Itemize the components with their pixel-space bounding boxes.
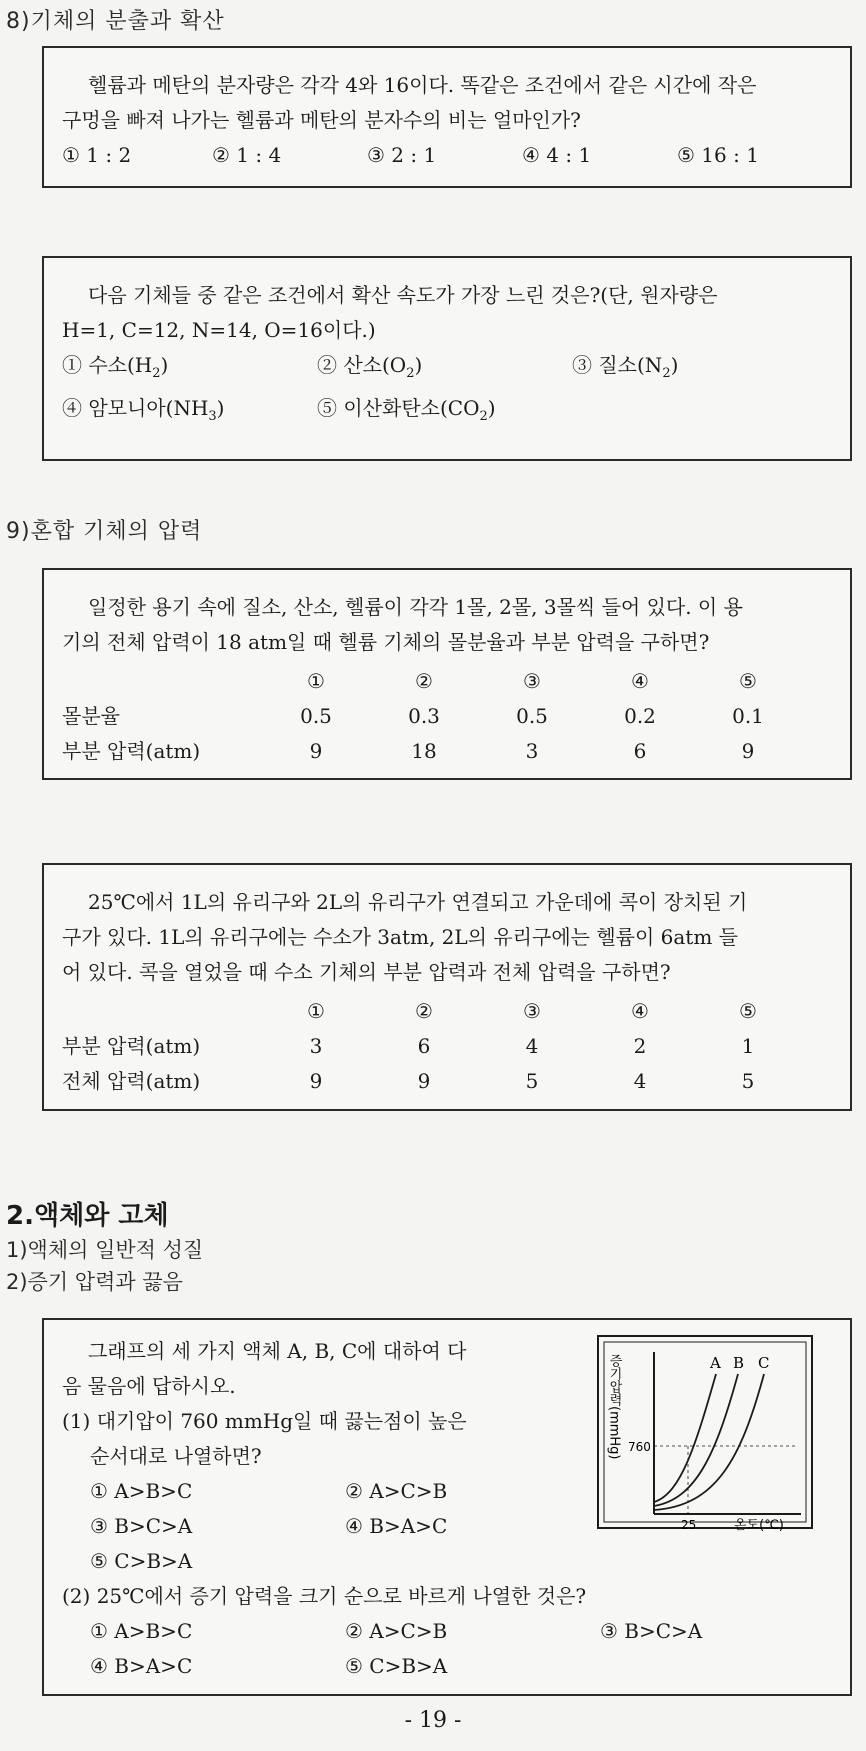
question-stem-line: 기의 전체 압력이 18 atm일 때 헬륨 기체의 몰분율과 부분 압력을 구하면? [62, 630, 710, 654]
table-cell: 18 [411, 739, 437, 763]
question-stem-line: 어 있다. 콕을 열었을 때 수소 기체의 부분 압력과 전체 압력을 구하면? [62, 960, 671, 984]
row-label: 부분 압력(atm) [62, 739, 201, 763]
table-cell: 9 [417, 1069, 431, 1093]
row-label: 부분 압력(atm) [62, 1034, 201, 1058]
table-cell: 9 [741, 739, 755, 763]
answer-options [62, 1614, 832, 1684]
question-box-diffusion [42, 256, 852, 461]
section-header-9: 9)혼합 기체의 압력 [6, 519, 203, 544]
answer-header-3[interactable]: ③ [523, 999, 541, 1023]
table-cell: 9 [309, 1069, 323, 1093]
table-cell: 6 [417, 1034, 431, 1058]
table-cell: 4 [633, 1069, 647, 1093]
table-cell: 3 [309, 1034, 323, 1058]
table-cell: 6 [633, 739, 647, 763]
curve-label-c: C [758, 1354, 770, 1372]
answer-option-1[interactable]: ① A>B>C [90, 1619, 193, 1643]
section-header-8: 8)기체의 분출과 확산 [6, 9, 225, 34]
table-cell: 3 [525, 739, 539, 763]
question-stem-line: 헬륨과 메탄의 분자량은 각각 4와 16이다. 똑같은 조건에서 같은 시간에 작은 [88, 73, 757, 97]
question-stem-line: 25℃에서 1L의 유리구와 2L의 유리구가 연결되고 가운데에 콕이 장치된 기 [88, 890, 748, 914]
curve-label-a: A [710, 1354, 721, 1372]
curve-label-b: B [733, 1354, 745, 1372]
answer-option-3[interactable]: ③ B>C>A [600, 1619, 703, 1643]
answer-header-1[interactable]: ① [307, 669, 325, 693]
table-cell: 0.1 [732, 704, 764, 728]
answer-option-4[interactable]: ④ 4 : 1 [522, 143, 592, 167]
x-tick-25: 25 [681, 1518, 697, 1532]
table-cell: 0.2 [624, 704, 656, 728]
answer-header-2[interactable]: ② [415, 999, 433, 1023]
page-number: - 19 - [404, 1708, 462, 1733]
question-stem-line: 일정한 용기 속에 질소, 산소, 헬륨이 각각 1몰, 2몰, 3몰씩 들어 있다. 이 용 [88, 595, 743, 619]
y-axis-label: 증기압력(mmHg) [606, 1354, 622, 1460]
y-tick-760: 760 [628, 1440, 651, 1454]
answer-option-4[interactable]: ④ B>A>C [345, 1514, 448, 1538]
answer-option-3[interactable]: ③ 질소$(N_2)$ [572, 353, 679, 381]
answer-option-5[interactable]: ⑤ 16 : 1 [677, 143, 759, 167]
answer-option-1[interactable]: ① A>B>C [90, 1479, 193, 1503]
table-cell: 1 [741, 1034, 755, 1058]
question-box-partial-pressure [42, 863, 852, 1111]
answer-header-4[interactable]: ④ [631, 999, 649, 1023]
table-cell: 0.3 [408, 704, 440, 728]
answer-option-2[interactable]: ② A>C>B [345, 1619, 448, 1643]
answer-option-5[interactable]: ⑤ C>B>A [345, 1654, 448, 1678]
subquestion-1: (1) 대기압이 760 mmHg일 때 끓는점이 높은 [62, 1409, 467, 1433]
question-stem-line: 구가 있다. 1L의 유리구에는 수소가 3atm, 2L의 유리구에는 헬륨이 6atm 들 [62, 925, 738, 949]
row-label: 전체 압력(atm) [62, 1069, 201, 1093]
answer-options [62, 138, 832, 173]
question-box-effusion [42, 46, 852, 188]
table-cell: 4 [525, 1034, 539, 1058]
question-stem-line: 음 물음에 답하시오. [62, 1374, 236, 1398]
question-stem-line: 다음 기체들 중 같은 조건에서 확산 속도가 가장 느린 것은?(단, 원자량은 [88, 283, 718, 307]
answer-option-2[interactable]: ② 산소$(O_2)$ [317, 353, 423, 381]
answer-header-1[interactable]: ① [307, 999, 325, 1023]
answer-option-5[interactable]: ⑤ C>B>A [90, 1549, 193, 1573]
answer-header-3[interactable]: ③ [523, 669, 541, 693]
section-header-2: 2)증기 압력과 끓음 [6, 1270, 183, 1294]
chapter-title: 2.액체와 고체 [6, 1201, 169, 1231]
vapor-pressure-graph [596, 1334, 816, 1534]
subquestion-2: (2) 25℃에서 증기 압력을 크기 순으로 바르게 나열한 것은? [62, 1584, 587, 1608]
table-cell: 9 [309, 739, 323, 763]
question-stem-line: 그래프의 세 가지 액체 A, B, C에 대하여 다 [88, 1339, 467, 1363]
answer-option-4[interactable]: ④ 암모니아$(NH_3)$ [62, 396, 225, 424]
answer-option-3[interactable]: ③ 2 : 1 [367, 143, 437, 167]
graph-frame [598, 1336, 812, 1528]
answer-option-1[interactable]: ① 1 : 2 [62, 143, 132, 167]
table-cell: 2 [633, 1034, 647, 1058]
answer-options [62, 348, 832, 434]
section-header-1: 1)액체의 일반적 성질 [6, 1238, 204, 1262]
answer-table [62, 664, 832, 769]
answer-option-1[interactable]: ① 수소$(H_2)$ [62, 353, 169, 381]
x-axis-label: 온도(℃) [734, 1518, 784, 1533]
row-label: 몰분율 [62, 704, 120, 728]
answer-header-2[interactable]: ② [415, 669, 433, 693]
answer-option-5[interactable]: ⑤ 이산화탄소$(CO_2)$ [317, 396, 496, 424]
subquestion-1-cont: 순서대로 나열하면? [90, 1444, 262, 1468]
table-cell: 5 [741, 1069, 755, 1093]
answer-table [62, 994, 832, 1099]
answer-header-4[interactable]: ④ [631, 669, 649, 693]
table-cell: 0.5 [300, 704, 332, 728]
answer-header-5[interactable]: ⑤ [739, 999, 757, 1023]
table-cell: 5 [525, 1069, 539, 1093]
table-cell: 0.5 [516, 704, 548, 728]
question-stem-line: 구멍을 빠져 나가는 헬륨과 메탄의 분자수의 비는 얼마인가? [62, 108, 581, 132]
answer-option-3[interactable]: ③ B>C>A [90, 1514, 193, 1538]
question-stem-line: H=1, C=12, N=14, O=16이다.) [62, 318, 376, 342]
answer-header-5[interactable]: ⑤ [739, 669, 757, 693]
answer-option-2[interactable]: ② A>C>B [345, 1479, 448, 1503]
answer-option-4[interactable]: ④ B>A>C [90, 1654, 193, 1678]
answer-option-2[interactable]: ② 1 : 4 [212, 143, 282, 167]
question-box-mole-fraction [42, 568, 852, 780]
